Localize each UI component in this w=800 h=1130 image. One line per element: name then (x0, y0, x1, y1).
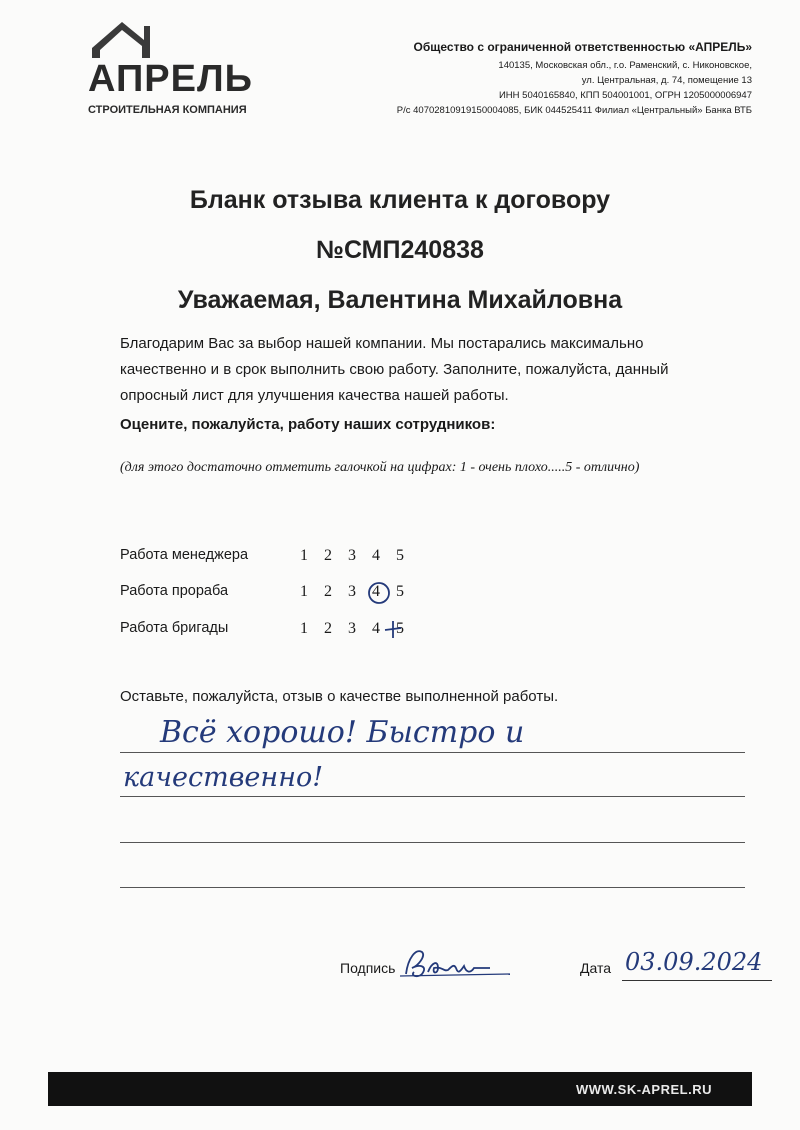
logo-roof-icon (92, 18, 152, 62)
feedback-rule (120, 796, 745, 797)
rating-scale[interactable]: 1 2 3 4 5 (300, 620, 410, 637)
signature-image[interactable] (398, 944, 518, 984)
rating-scale[interactable]: 1 2 3 4 5 (300, 583, 410, 600)
footer-url[interactable]: WWW.SK-APREL.RU (575, 1082, 712, 1097)
rating-row-manager (120, 547, 410, 564)
company-address-line: ул. Центральная, д. 74, помещение 13 (581, 75, 752, 86)
contract-number: №СМП240838 (316, 236, 484, 264)
rating-row-foreman (120, 583, 410, 600)
logo-subtitle: СТРОИТЕЛЬНАЯ КОМПАНИЯ (88, 104, 247, 116)
date-value[interactable]: 03.09.2024 (625, 948, 763, 976)
rating-heading: Оцените, пожалуйста, работу наших сотрудников: (120, 416, 496, 433)
greeting: Уважаемая, Валентина Михайловна (177, 286, 623, 314)
date-rule (622, 980, 772, 981)
rating-label: Работа прораба (120, 583, 229, 599)
rating-label: Работа менеджера (120, 547, 249, 563)
feedback-handwriting-line[interactable]: качественно! (123, 762, 324, 793)
date-label: Дата (580, 960, 612, 976)
form-title: Бланк отзыва клиента к договору (189, 186, 611, 214)
company-name: Общество с ограниченной ответственностью «АПРЕЛЬ» (413, 40, 752, 54)
rating-row-crew (120, 620, 410, 637)
feedback-rule (120, 752, 745, 753)
circle-mark-icon (366, 580, 392, 606)
rating-scale[interactable]: 1 2 3 4 5 (300, 547, 410, 564)
company-address-line: 140135, Московская обл., г.о. Раменский, с. Никоновское, (498, 60, 752, 71)
rating-hint: (для этого достаточно отметить галочкой на цифрах: 1 - очень плохо.....5 - отлично) (120, 460, 640, 475)
footer-bar (48, 1072, 752, 1106)
intro-text: Благодарим Вас за выбор нашей компании. Мы постарались максимально качественно и в срок выполнить свою работу. Заполните, пожалуйста, данный опросный лист для улучшения качества нашей работы. (120, 335, 669, 404)
rating-label: Работа бригады (120, 620, 229, 636)
signature-label: Подпись (340, 960, 396, 976)
feedback-heading: Оставьте, пожалуйста, отзыв о качестве выполненной работы. (120, 688, 559, 705)
plus-mark-icon (382, 618, 404, 640)
feedback-rule (120, 887, 745, 888)
feedback-rule (120, 842, 745, 843)
company-details (397, 40, 752, 118)
logo-wordmark: АПРЕЛЬ (88, 58, 253, 100)
company-registration-line: ИНН 5040165840, КПП 504001001, ОГРН 1205000006947 (498, 90, 752, 101)
company-bank-line: Р/с 40702810919150004085, БИК 044525411 Филиал «Центральный» Банка ВТБ (396, 105, 752, 116)
feedback-handwriting-line[interactable]: Всё хорошо! Быстро и (160, 715, 525, 750)
